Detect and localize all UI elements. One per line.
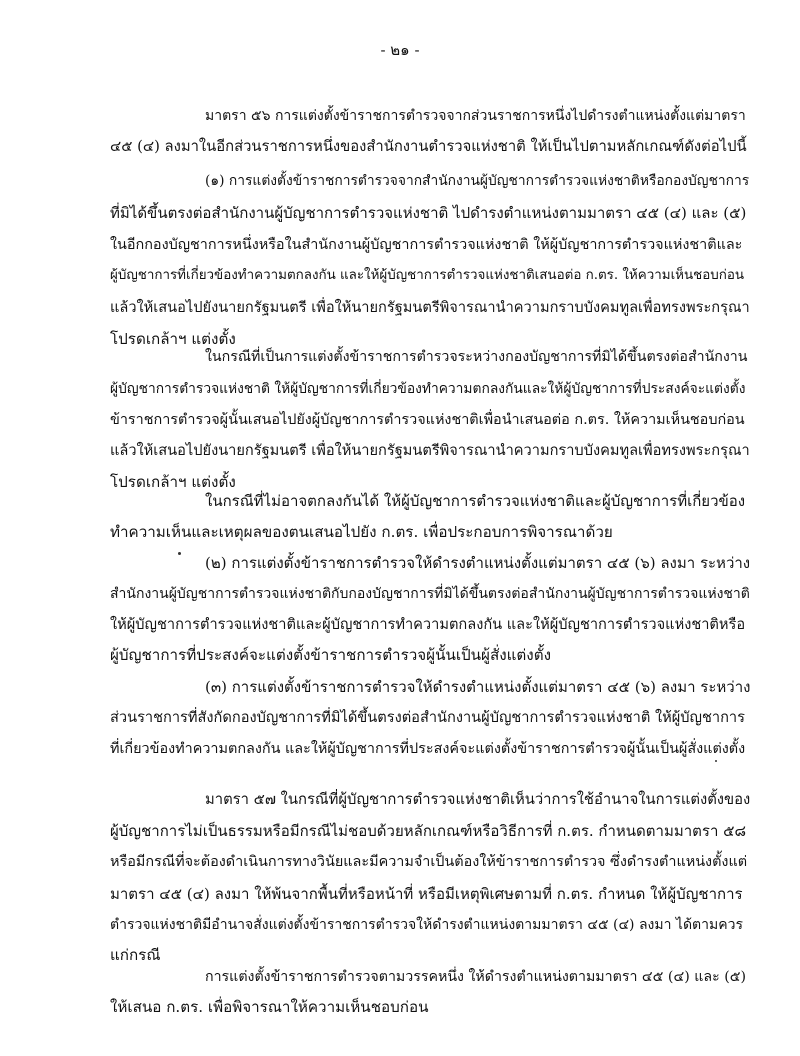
text-line: ตำรวจแห่งชาติมีอำนาจสั่งแต่งตั้งข้าราชการตำรวจให้ดำรงตำแหน่งตามมาตรา ๔๕ (๔) ลงมา ได้ตามควร [110, 917, 743, 933]
text-line: หรือมีกรณีที่จะต้องดำเนินการทางวินัยและมีความจำเป็นต้องให้ข้าราชการตำรวจ ซึ่งดำรงตำแหน่งตั้งแต่ [110, 854, 748, 870]
text-line: ส่วนราชการที่สังกัดกองบัญชาการที่มิได้ขึ้นตรงต่อสำนักงานผู้บัญชาการตำรวจแห่งชาติ ให้ผู้บัญชาการ [110, 709, 745, 726]
text-line: ที่มิได้ขึ้นตรงต่อสำนักงานผู้บัญชาการตำรวจแห่งชาติ ไปดำรงตำแหน่งตามมาตรา ๔๕ (๔) และ (๕) [110, 204, 747, 222]
text-line: แล้วให้เสนอไปยังนายกรัฐมนตรี เพื่อให้นายกรัฐมนตรีพิจารณานำความกราบบังคมทูลเพื่อทรงพระกรุณา [110, 299, 750, 316]
text-line: (๑) การแต่งตั้งข้าราชการตำรวจจากสำนักงานผู้บัญชาการตำรวจแห่งชาติหรือกองบัญชาการ [205, 173, 750, 189]
text-line: โปรดเกล้าฯ แต่งตั้ง [110, 473, 236, 491]
text-line: ผู้บัญชาการที่เกี่ยวข้องทำความตกลงกัน และให้ผู้บัญชาการตำรวจแห่งชาติเสนอต่อ ก.ตร. ให้ความเห็นชอบก่อน [110, 268, 745, 283]
text-line: มาตรา ๔๕ (๔) ลงมา ให้พ้นจากพื้นที่หรือหน้าที่ หรือมีเหตุพิเศษตามที่ ก.ตร. กำหนด ให้ผู้บัญชาการ [110, 885, 743, 903]
text-line: ให้ผู้บัญชาการตำรวจแห่งชาติและผู้บัญชาการทำความตกลงกัน และให้ผู้บัญชาการตำรวจแห่งชาติหรือ [110, 616, 746, 633]
text-line: การแต่งตั้งข้าราชการตำรวจตามวรรคหนึ่ง ให้ดำรงตำแหน่งตามมาตรา ๔๕ (๔) และ (๕) [205, 969, 747, 985]
text-line: ที่เกี่ยวข้องทำความตกลงกัน และให้ผู้บัญชาการที่ประสงค์จะแต่งตั้งข้าราชการตำรวจผู้นั้นเป็นผู้สั่งแต่งตั้ง [110, 741, 746, 757]
text-line: ทำความเห็นและเหตุผลของตนเสนอไปยัง ก.ตร. เพื่อประกอบการพิจารณาด้วย [110, 523, 613, 541]
text-line: ผู้บัญชาการตำรวจแห่งชาติ ให้ผู้บัญชาการที่เกี่ยวข้องทำความตกลงกันและให้ผู้บัญชาการที่ประสงค์จะแต่งตั้ง [110, 381, 746, 397]
text-line: (๓) การแต่งตั้งข้าราชการตำรวจให้ดำรงตำแหน่งตั้งแต่มาตรา ๔๕ (๖) ลงมา ระหว่าง [205, 678, 751, 696]
page-number: - ๒๑ - [380, 41, 420, 59]
text-line: ผู้บัญชาการที่ประสงค์จะแต่งตั้งข้าราชการตำรวจผู้นั้นเป็นผู้สั่งแต่งตั้ง [110, 646, 551, 664]
text-line: มาตรา ๕๖ การแต่งตั้งข้าราชการตำรวจจากส่วนราชการหนึ่งไปดำรงตำแหน่งตั้งแต่มาตรา [205, 108, 746, 124]
text-line: โปรดเกล้าฯ แต่งตั้ง [110, 330, 236, 348]
text-line: ในกรณีที่เป็นการแต่งตั้งข้าราชการตำรวจระหว่างกองบัญชาการที่มิได้ขึ้นตรงต่อสำนักงาน [205, 349, 748, 365]
text-line: ในอีกกองบัญชาการหนึ่งหรือในสำนักงานผู้บัญชาการตำรวจแห่งชาติ ให้ผู้บัญชาการตำรวจแห่งชาติและ [110, 237, 743, 253]
scan-speck [178, 552, 181, 555]
text-line: ให้เสนอ ก.ตร. เพื่อพิจารณาให้ความเห็นชอบก่อน [110, 998, 429, 1016]
scan-speck [715, 760, 717, 762]
text-line: ในกรณีที่ไม่อาจตกลงกันได้ ให้ผู้บัญชาการตำรวจแห่งชาติและผู้บัญชาการที่เกี่ยวข้อง [205, 492, 746, 510]
text-line: (๒) การแต่งตั้งข้าราชการตำรวจให้ดำรงตำแหน่งตั้งแต่มาตรา ๔๕ (๖) ลงมา ระหว่าง [205, 554, 751, 572]
text-line: สำนักงานผู้บัญชาการตำรวจแห่งชาติกับกองบัญชาการที่มิได้ขึ้นตรงต่อสำนักงานผู้บัญชาการตำรวจแห่งชาติ [110, 586, 750, 602]
text-line: มาตรา ๕๗ ในกรณีที่ผู้บัญชาการตำรวจแห่งชาติเห็นว่าการใช้อำนาจในการแต่งตั้งของ [205, 791, 751, 808]
text-line: แก่กรณี [110, 946, 161, 964]
text-line: ข้าราชการตำรวจผู้นั้นเสนอไปยังผู้บัญชาการตำรวจแห่งชาติเพื่อนำเสนอต่อ ก.ตร. ให้ความเห็นชอบก่อน [110, 412, 745, 428]
text-line: ๔๕ (๔) ลงมาในอีกส่วนราชการหนึ่งของสำนักงานตำรวจแห่งชาติ ให้เป็นไปตามหลักเกณฑ์ดังต่อไปนี้ [110, 138, 747, 155]
text-line: แล้วให้เสนอไปยังนายกรัฐมนตรี เพื่อให้นายกรัฐมนตรีพิจารณานำความกราบบังคมทูลเพื่อทรงพระกรุณา [110, 442, 750, 459]
text-line: ผู้บัญชาการไม่เป็นธรรมหรือมีกรณีไม่ชอบด้วยหลักเกณฑ์หรือวิธีการที่ ก.ตร. กำหนดตามมาตรา ๕๘ [110, 822, 747, 840]
